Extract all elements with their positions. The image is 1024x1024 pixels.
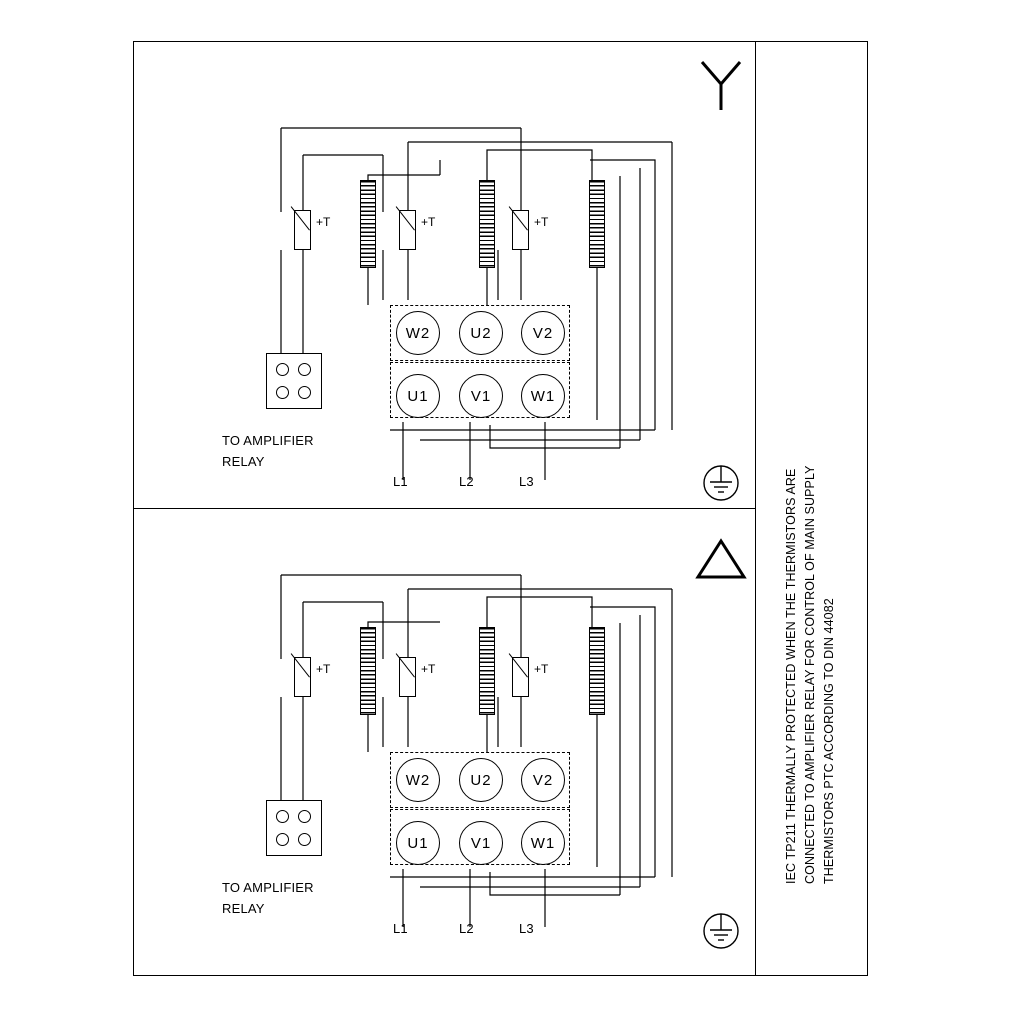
- thermistor-label: +T: [316, 662, 331, 676]
- supply-label-l2: L2: [459, 921, 474, 936]
- note-line-1: IEC TP211 THERMALLY PROTECTED WHEN THE THERMISTORS ARE: [784, 468, 798, 884]
- supply-label-l1: L1: [393, 921, 408, 936]
- terminal-v2[interactable]: V2: [521, 758, 565, 802]
- terminal-v2[interactable]: V2: [521, 311, 565, 355]
- terminal-w1[interactable]: W1: [521, 374, 565, 418]
- amplifier-label-line2: RELAY: [222, 901, 265, 916]
- thermistor-label: +T: [421, 662, 436, 676]
- terminal-u1[interactable]: U1: [396, 374, 440, 418]
- terminal-w2[interactable]: W2: [396, 758, 440, 802]
- terminal-u2[interactable]: U2: [459, 311, 503, 355]
- note-line-2: CONNECTED TO AMPLIFIER RELAY FOR CONTROL OF MAIN SUPPLY: [803, 465, 817, 884]
- winding-coil: [479, 627, 495, 715]
- supply-label-l3: L3: [519, 921, 534, 936]
- ptc-thermistor: [512, 657, 529, 697]
- terminal-w1[interactable]: W1: [521, 821, 565, 865]
- amplifier-connector-box: [266, 800, 322, 856]
- thermistor-label: +T: [316, 215, 331, 229]
- winding-coil: [360, 627, 376, 715]
- connector-terminal: [276, 810, 289, 823]
- amplifier-label-line1: TO AMPLIFIER: [222, 880, 314, 895]
- supply-label-l3: L3: [519, 474, 534, 489]
- ptc-thermistor: [399, 657, 416, 697]
- winding-coil: [589, 627, 605, 715]
- terminal-u2[interactable]: U2: [459, 758, 503, 802]
- connector-terminal: [276, 833, 289, 846]
- connector-terminal: [298, 833, 311, 846]
- ptc-thermistor: [294, 657, 311, 697]
- note-line-3: THERMISTORS PTC ACCORDING TO DIN 44082: [822, 598, 836, 884]
- terminal-w2[interactable]: W2: [396, 311, 440, 355]
- supply-label-l2: L2: [459, 474, 474, 489]
- connector-terminal: [298, 810, 311, 823]
- amplifier-label-line2: RELAY: [222, 454, 265, 469]
- thermistor-label: +T: [534, 662, 549, 676]
- amplifier-label-line1: TO AMPLIFIER: [222, 433, 314, 448]
- terminal-u1[interactable]: U1: [396, 821, 440, 865]
- terminal-v1[interactable]: V1: [459, 374, 503, 418]
- terminal-v1[interactable]: V1: [459, 821, 503, 865]
- thermistor-label: +T: [421, 215, 436, 229]
- supply-label-l1: L1: [393, 474, 408, 489]
- thermistor-label: +T: [534, 215, 549, 229]
